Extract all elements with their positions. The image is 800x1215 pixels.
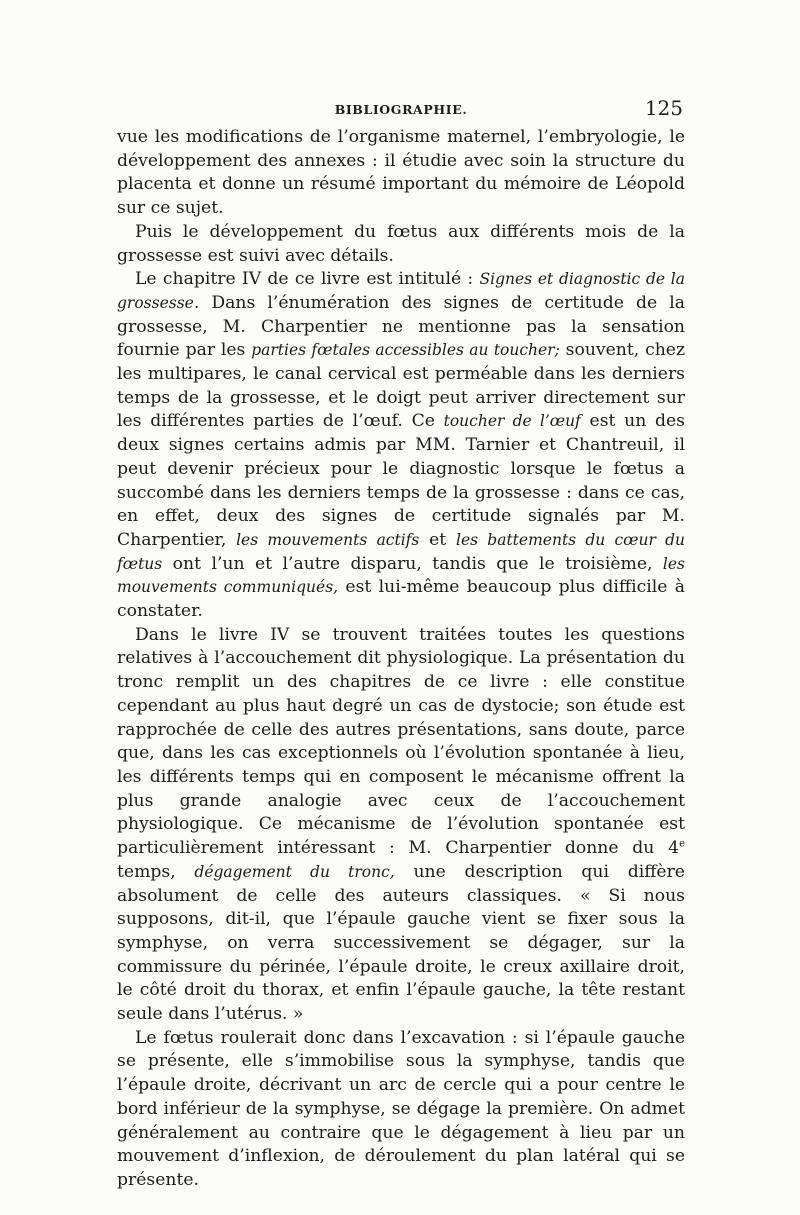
italic-text: les mouvements communiqués, (117, 554, 685, 597)
italic-text: toucher de l’œuf (443, 412, 581, 431)
italic-text: les mouvements actifs (236, 530, 420, 549)
text-segment: est un des deux signes certains admis par MM. Tarnier et Chantreuil, il peut devenir précieux pour le diagnostic lorsque le fœtus a succombé dans les derniers temps de la grossesse : dans ce cas, en effet, deux des signes de certitude signalés par M. Charpentier, (117, 411, 685, 550)
italic-text: les battements du cœur du fœtus (117, 530, 685, 573)
text-segment: vue les modifications de l’organisme maternel, l’embryologie, le développement des annexes : il étudie avec soin la structure du placenta et donne un résumé important du mémoire de Léopold sur ce sujet. (117, 127, 685, 219)
running-title: BIBLIOGRAPHIE. (334, 102, 468, 117)
text-segment: souvent, chez les multipares, le canal cervical est perméable dans les derniers temps de la grossesse, et le doigt peut arriver directement sur les différentes parties de l’œuf. Ce (117, 340, 685, 432)
paragraph (117, 221, 685, 268)
paragraph (117, 126, 685, 221)
body-text (117, 126, 685, 1193)
paragraph (117, 268, 685, 624)
text-segment: Le fœtus roulerait donc dans l’excavation : si l’épaule gauche se présente, elle s’immobilise sous la symphyse, tandis que l’épaule droite, décrivant un arc de cercle qui a pour centre le bord inférieur de la symphyse, se dégage la première. On admet généralement au contraire que le dégagement à lieu par un mouvement d’inflexion, de déroulement du plan latéral qui se présente. (117, 1027, 685, 1190)
text-segment: est lui-même beaucoup plus difficile à constater. (117, 577, 685, 622)
text-segment: et (419, 529, 456, 550)
paragraph (117, 1027, 685, 1193)
text-segment: temps, (117, 861, 195, 882)
page-header (117, 96, 685, 126)
text-segment: Puis le développement du fœtus aux différents mois de la grossesse est suivi avec détails. (117, 221, 685, 266)
text-segment: ont l’un et l’autre disparu, tandis que le troisième, (162, 553, 663, 574)
text-segment: Dans le livre IV se trouvent traitées toutes les questions relatives à l’accouchement dit physiologique. La présentation du tronc remplit un des chapitres de ce livre : elle constitue cependant au plus haut degré un cas de dystocie; son étude est rapprochée de celle des autres présentations, sans doute, parce que, dans les cas exceptionnels où l’évolution spontanée à lieu, les différents temps qui en composent le mécanisme offrent la plus grande analogie avec ceux de l’accouchement physiologique. Ce mécanisme de l’évolution spontanée est particulièrement intéressant : M. Charpentier donne du 4 (117, 624, 685, 859)
text-segment: . Dans l’énumération des signes de certitude de la grossesse, M. Charpentier ne mentionne pas la sensation fournie par les (117, 292, 685, 361)
text-segment: Le chapitre IV de ce livre est intitulé : (135, 269, 480, 290)
superscript: e (679, 838, 685, 850)
italic-text: parties fœtales accessibles au toucher; (251, 341, 560, 360)
italic-text: dégagement du tronc, (194, 862, 395, 881)
book-page (117, 96, 685, 1193)
paragraph (117, 624, 685, 1027)
page-number: 125 (644, 96, 683, 120)
italic-text: Signes et diagnostic de la grossesse (117, 270, 685, 312)
text-segment: une description qui diffère absolument de celle des auteurs classiques. « Si nous supposons, dit-il, que l’épaule gauche vient se fixer sous la symphyse, on verra successivement se dégager, sur la commissure du périnée, l’épaule droite, le creux axillaire droit, le côté droit du thorax, et enfin l’épaule gauche, la tête restant seule dans l’utérus. » (117, 861, 685, 1025)
